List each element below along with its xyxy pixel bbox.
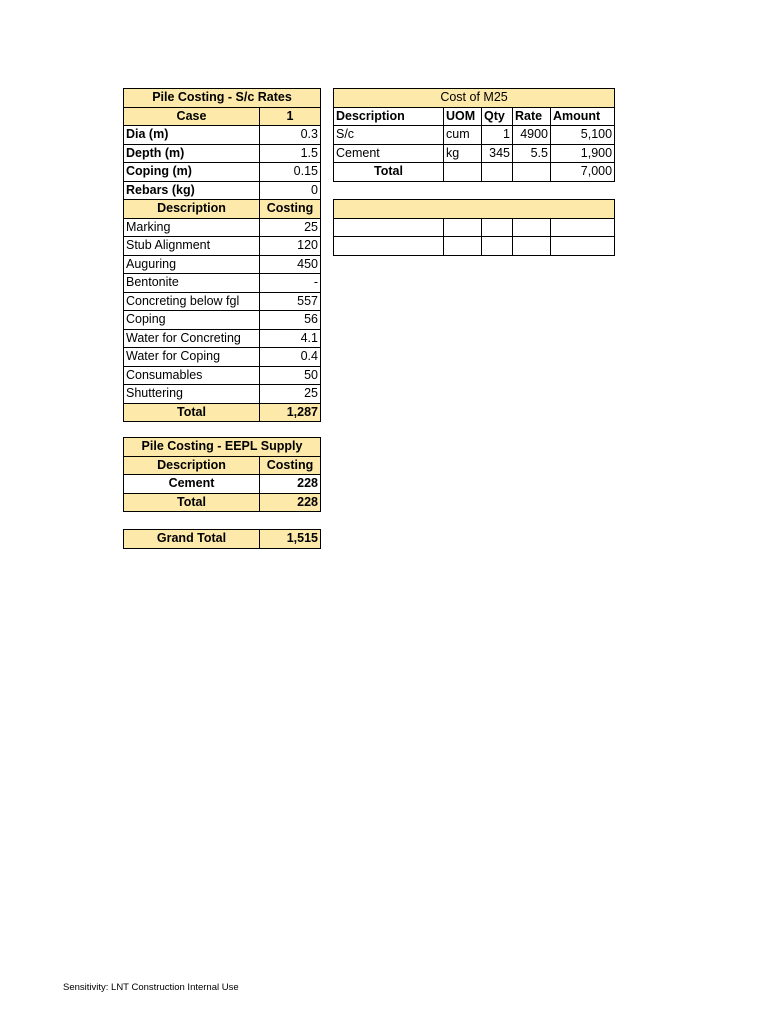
cost-item-row bbox=[124, 274, 321, 293]
cost-item-value: 25 bbox=[260, 385, 321, 404]
m25-uom: kg bbox=[444, 144, 482, 163]
param-row bbox=[124, 181, 321, 200]
empty-cell bbox=[444, 237, 482, 256]
m25-rate: 4900 bbox=[513, 126, 551, 145]
m25-uom: cum bbox=[444, 126, 482, 145]
sc-rates-table bbox=[123, 88, 321, 422]
empty-cell bbox=[334, 218, 444, 237]
cost-item-label: Auguring bbox=[124, 255, 260, 274]
m25-amount: 1,900 bbox=[551, 144, 615, 163]
param-row bbox=[124, 126, 321, 145]
param-label: Depth (m) bbox=[124, 144, 260, 163]
empty-cell bbox=[551, 218, 615, 237]
eepl-header-row bbox=[124, 456, 321, 475]
m25-uom-header: UOM bbox=[444, 107, 482, 126]
sc-total-row bbox=[124, 403, 321, 422]
cost-item-row bbox=[124, 348, 321, 367]
cost-item-value: 25 bbox=[260, 218, 321, 237]
costing-header: Costing bbox=[260, 200, 321, 219]
eepl-total-label: Total bbox=[124, 493, 260, 512]
empty-row bbox=[334, 218, 615, 237]
m25-amount-header: Amount bbox=[551, 107, 615, 126]
empty-row bbox=[334, 237, 615, 256]
m25-amount: 5,100 bbox=[551, 126, 615, 145]
grand-total-row bbox=[124, 530, 321, 549]
sc-rates-title-row bbox=[124, 89, 321, 108]
empty-cell bbox=[444, 163, 482, 182]
empty-table bbox=[333, 199, 615, 256]
empty-cell bbox=[482, 218, 513, 237]
param-label: Coping (m) bbox=[124, 163, 260, 182]
empty-title-row bbox=[334, 200, 615, 219]
sensitivity-footer: Sensitivity: LNT Construction Internal Use bbox=[63, 982, 239, 993]
cost-item-label: Water for Coping bbox=[124, 348, 260, 367]
cost-item-row bbox=[124, 329, 321, 348]
m25-title-row bbox=[334, 89, 615, 108]
m25-row bbox=[334, 126, 615, 145]
eepl-table bbox=[123, 437, 321, 512]
cost-item-value: 450 bbox=[260, 255, 321, 274]
cost-item-label: Marking bbox=[124, 218, 260, 237]
m25-total-row bbox=[334, 163, 615, 182]
description-header: Description bbox=[124, 200, 260, 219]
m25-qty: 1 bbox=[482, 126, 513, 145]
grand-total-label: Grand Total bbox=[124, 530, 260, 549]
eepl-title: Pile Costing - EEPL Supply bbox=[124, 438, 321, 457]
grand-total-value: 1,515 bbox=[260, 530, 321, 549]
empty-cell bbox=[513, 237, 551, 256]
cost-item-row bbox=[124, 218, 321, 237]
column-header-row bbox=[124, 200, 321, 219]
sc-total-label: Total bbox=[124, 403, 260, 422]
eepl-title-row bbox=[124, 438, 321, 457]
sc-rates-title: Pile Costing - S/c Rates bbox=[124, 89, 321, 108]
m25-qty: 345 bbox=[482, 144, 513, 163]
eepl-item-value: 228 bbox=[260, 475, 321, 494]
case-row bbox=[124, 107, 321, 126]
cost-item-label: Shuttering bbox=[124, 385, 260, 404]
empty-title-cell bbox=[334, 200, 615, 219]
cost-item-row bbox=[124, 311, 321, 330]
cost-item-value: 557 bbox=[260, 292, 321, 311]
cost-item-row bbox=[124, 237, 321, 256]
param-row bbox=[124, 163, 321, 182]
cost-item-value: - bbox=[260, 274, 321, 293]
param-value: 0.3 bbox=[260, 126, 321, 145]
eepl-costing-header: Costing bbox=[260, 456, 321, 475]
param-label: Dia (m) bbox=[124, 126, 260, 145]
eepl-item-label: Cement bbox=[124, 475, 260, 494]
cost-item-label: Consumables bbox=[124, 366, 260, 385]
empty-cell bbox=[482, 237, 513, 256]
cost-item-row bbox=[124, 255, 321, 274]
m25-total-amount: 7,000 bbox=[551, 163, 615, 182]
empty-cell bbox=[551, 237, 615, 256]
cost-item-label: Stub Alignment bbox=[124, 237, 260, 256]
m25-total-label: Total bbox=[334, 163, 444, 182]
grand-total-table bbox=[123, 529, 321, 549]
empty-cell bbox=[513, 163, 551, 182]
cost-item-row bbox=[124, 366, 321, 385]
cost-item-row bbox=[124, 385, 321, 404]
cost-item-label: Concreting below fgl bbox=[124, 292, 260, 311]
param-label: Rebars (kg) bbox=[124, 181, 260, 200]
m25-header-row bbox=[334, 107, 615, 126]
m25-row bbox=[334, 144, 615, 163]
empty-cell bbox=[334, 237, 444, 256]
cost-item-label: Water for Concreting bbox=[124, 329, 260, 348]
param-value: 1.5 bbox=[260, 144, 321, 163]
empty-cell bbox=[444, 218, 482, 237]
m25-rate-header: Rate bbox=[513, 107, 551, 126]
m25-description-header: Description bbox=[334, 107, 444, 126]
cost-item-value: 0.4 bbox=[260, 348, 321, 367]
cost-item-value: 50 bbox=[260, 366, 321, 385]
param-value: 0.15 bbox=[260, 163, 321, 182]
cost-item-value: 120 bbox=[260, 237, 321, 256]
eepl-total-row bbox=[124, 493, 321, 512]
m25-description: Cement bbox=[334, 144, 444, 163]
param-value: 0 bbox=[260, 181, 321, 200]
m25-description: S/c bbox=[334, 126, 444, 145]
eepl-item-row bbox=[124, 475, 321, 494]
cost-item-value: 4.1 bbox=[260, 329, 321, 348]
m25-title: Cost of M25 bbox=[334, 89, 615, 108]
eepl-description-header: Description bbox=[124, 456, 260, 475]
m25-table bbox=[333, 88, 615, 182]
case-label: Case bbox=[124, 107, 260, 126]
sc-total-value: 1,287 bbox=[260, 403, 321, 422]
param-row bbox=[124, 144, 321, 163]
cost-item-label: Bentonite bbox=[124, 274, 260, 293]
empty-cell bbox=[513, 218, 551, 237]
case-value: 1 bbox=[260, 107, 321, 126]
cost-item-label: Coping bbox=[124, 311, 260, 330]
m25-qty-header: Qty bbox=[482, 107, 513, 126]
empty-cell bbox=[482, 163, 513, 182]
m25-rate: 5.5 bbox=[513, 144, 551, 163]
eepl-total-value: 228 bbox=[260, 493, 321, 512]
cost-item-row bbox=[124, 292, 321, 311]
cost-item-value: 56 bbox=[260, 311, 321, 330]
